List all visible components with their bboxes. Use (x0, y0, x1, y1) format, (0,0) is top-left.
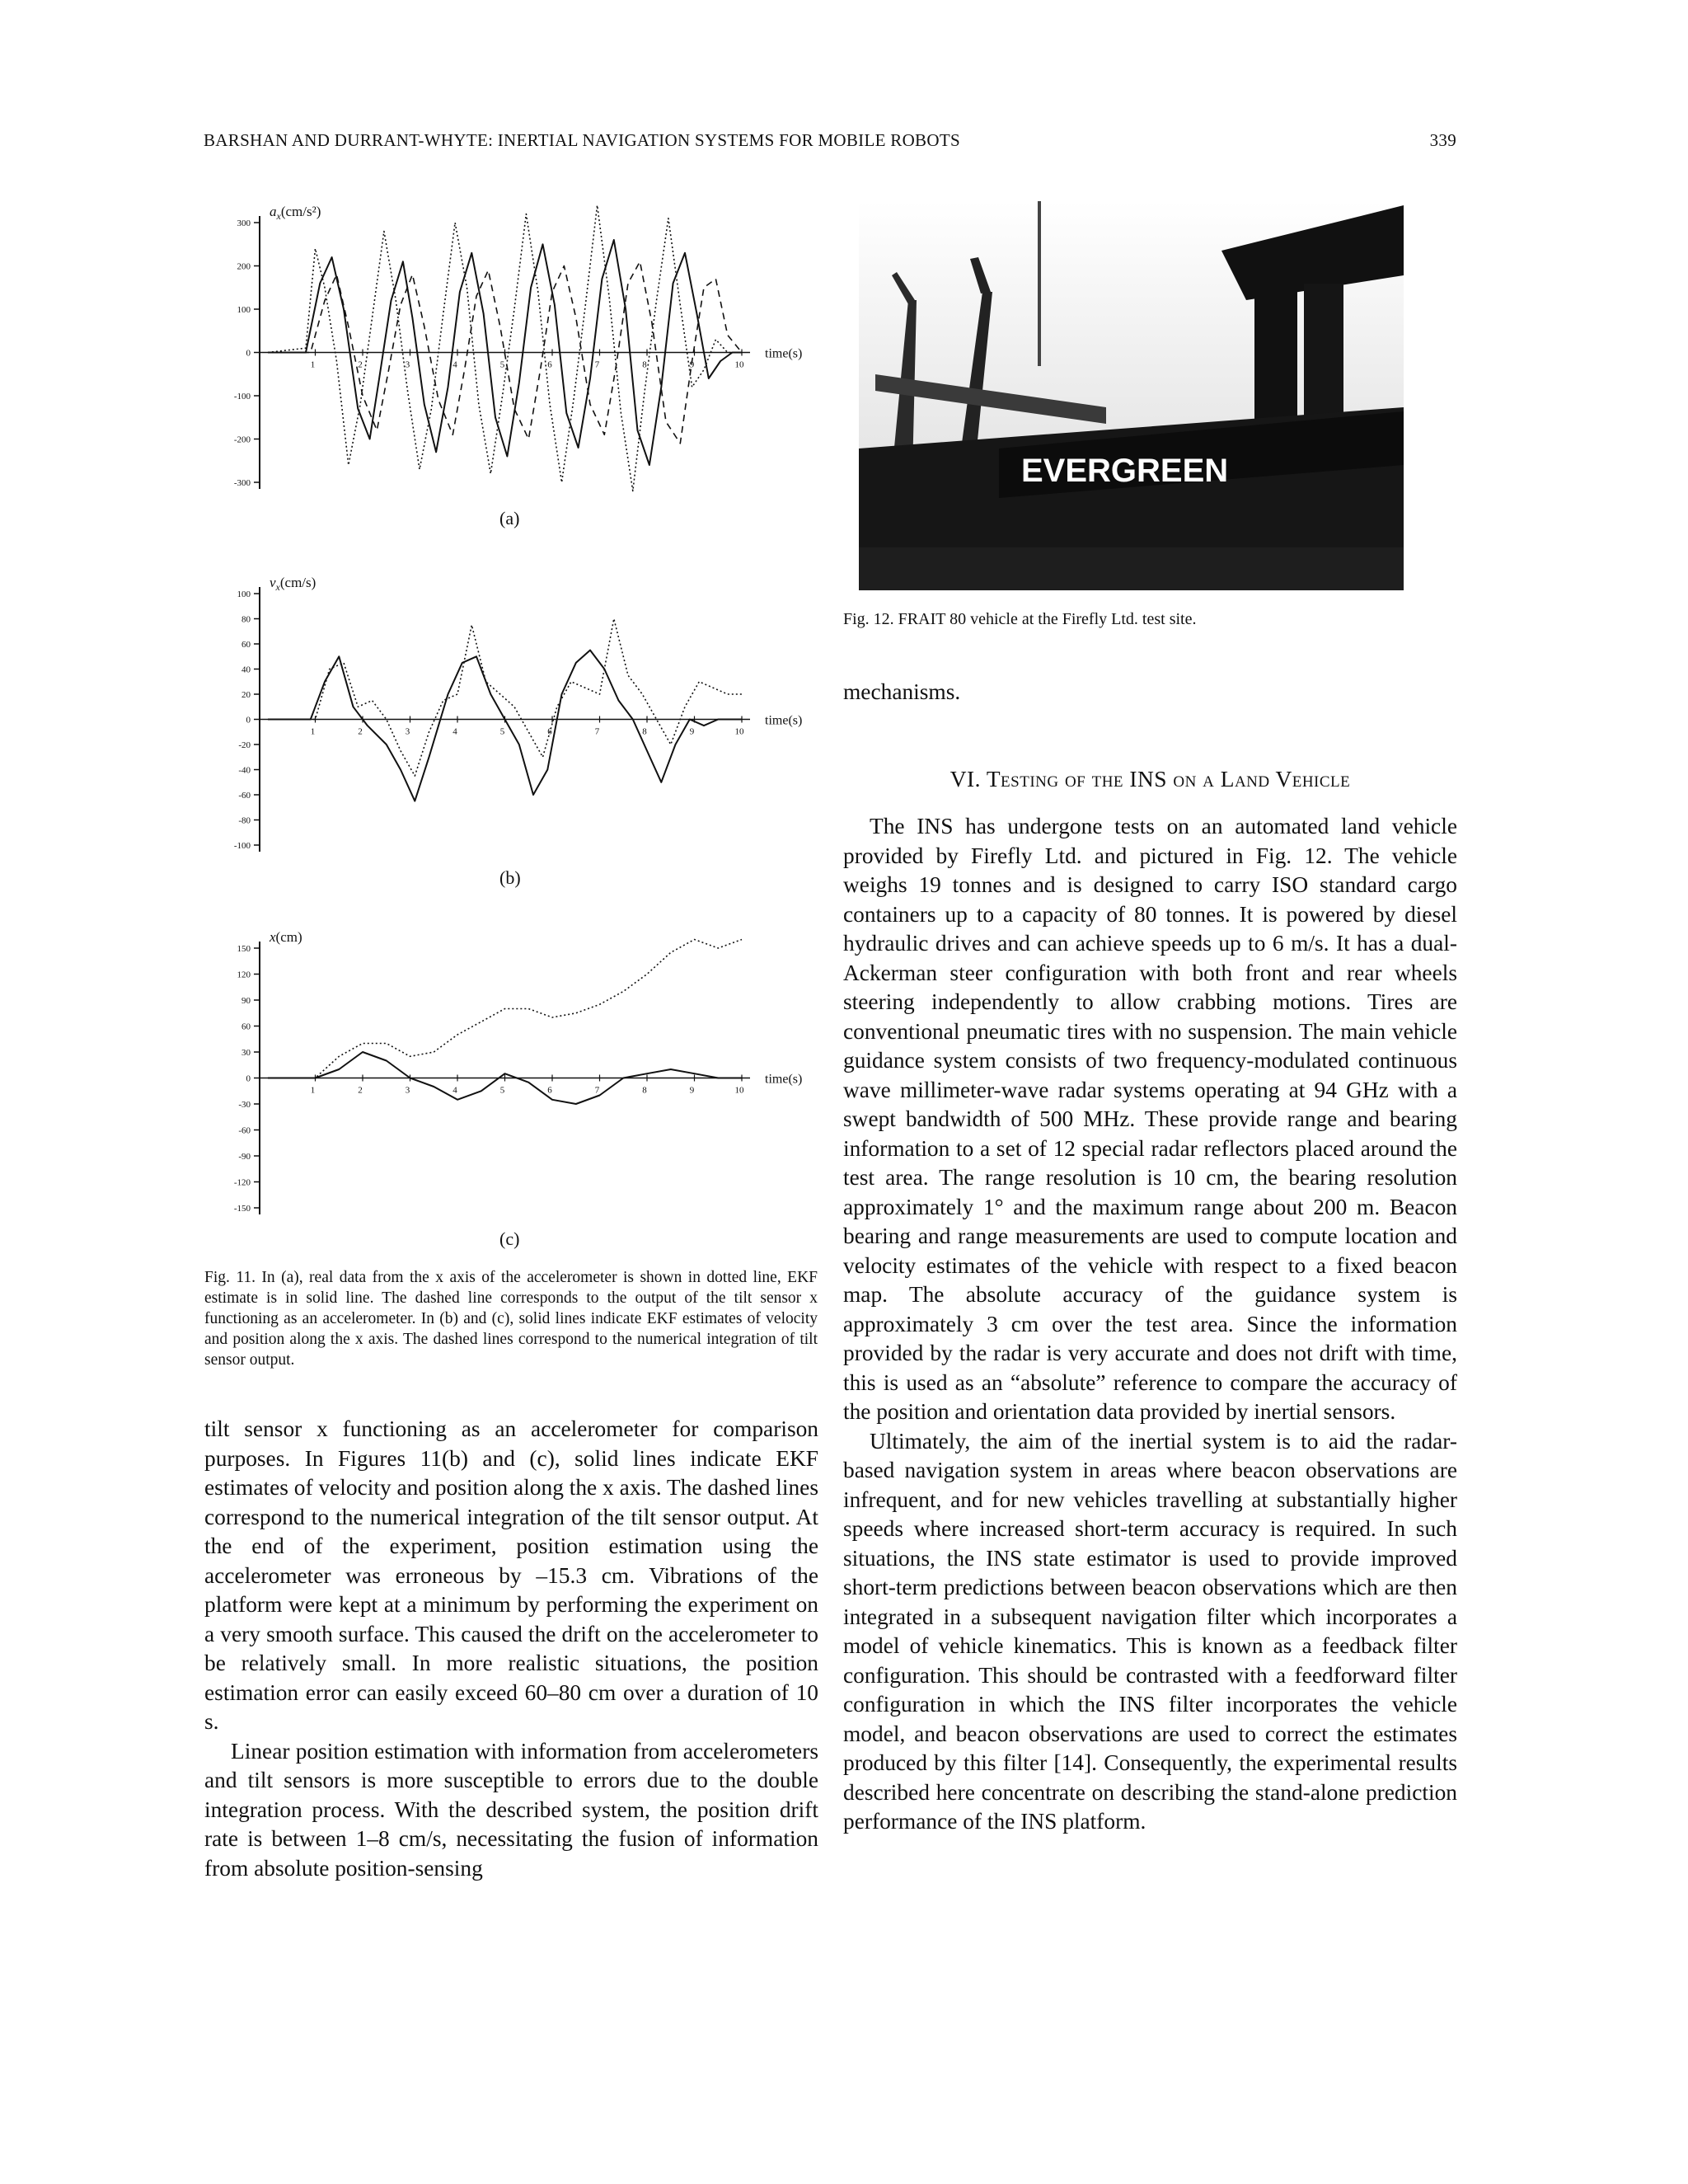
y-tick-label: 120 (237, 970, 251, 980)
x-tick-label: 1 (310, 359, 316, 370)
x-tick-label: 10 (734, 726, 744, 737)
y-tick-label: 100 (237, 589, 251, 599)
y-tick-label: -120 (233, 1177, 251, 1188)
x-tick-label: 8 (642, 359, 647, 370)
x-tick-label: 10 (734, 1085, 744, 1096)
y-tick-label: -150 (233, 1204, 251, 1214)
series-line-2 (268, 940, 742, 1078)
x-axis-label: time(s) (765, 1072, 803, 1087)
y-tick-label: 60 (241, 1022, 251, 1032)
x-tick-label: 6 (547, 1085, 552, 1096)
paragraph: mechanisms. (843, 679, 961, 704)
y-tick-label: 200 (237, 261, 251, 272)
y-tick-label: -100 (233, 841, 251, 851)
x-tick-label: 4 (452, 1085, 457, 1096)
x-tick-label: 9 (689, 359, 695, 370)
left-column-body (204, 1415, 818, 1883)
x-tick-label: 6 (547, 359, 552, 370)
figure-11b-chart (198, 561, 824, 857)
figure-11c-chart (198, 928, 824, 1233)
panel-label-b: (b) (499, 867, 521, 888)
paragraph: tilt sensor x functioning as an accelerometer for comparison purposes. In Figures 11(b) and (c), solid lines indicate EKF estimates of velocity and position along the x axis. The dashed lines correspond to the numerical integration of the tilt sensor output. At the end of the experiment, position estimation using the accelerometer was erroneous by –15.3 cm. Vibrations of the platform were kept at a minimum by performing the experiment on a very smooth surface. This caused the drift on the accelerometer to be relatively small. In more realistic situations, the position estimation error can easily exceed 60–80 cm over a duration of 10 s. (204, 1416, 818, 1734)
x-tick-label: 4 (452, 726, 457, 737)
right-column-body (843, 812, 1457, 1837)
running-head (204, 130, 1456, 151)
x-tick-label: 3 (405, 1085, 410, 1096)
y-tick-label: -90 (238, 1152, 251, 1162)
page-number: 339 (1429, 130, 1456, 150)
y-axis-label: $a_x(cm/s^2)$ (270, 204, 321, 222)
y-tick-label: -20 (238, 740, 251, 750)
figure-12-caption: Fig. 12. FRAIT 80 vehicle at the Firefly Ltd. test site. (843, 610, 1197, 628)
x-tick-label: 5 (499, 726, 505, 737)
x-tick-label: 5 (499, 1085, 505, 1096)
x-tick-label: 4 (452, 359, 457, 370)
y-tick-label: 30 (241, 1048, 251, 1058)
y-tick-label: -40 (238, 765, 251, 776)
x-tick-label: 2 (358, 1085, 363, 1096)
y-axis-label: $v_x(cm/s)$ (270, 575, 316, 593)
series-line-2 (268, 619, 742, 777)
y-tick-label: 20 (241, 690, 251, 700)
figure-11a-chart (198, 198, 824, 503)
y-tick-label: -60 (238, 1125, 251, 1136)
x-tick-label: 7 (594, 726, 600, 737)
x-axis-label: time(s) (765, 346, 803, 361)
y-tick-label: -60 (238, 791, 251, 801)
paragraph: Linear position estimation with information from accelerometers and tilt sensors is more susceptible to errors due to the double integration process. With the described system, the position drift rate is between 1–8 cm/s, necessitating the fusion of information from absolute position-sensing (204, 1738, 818, 1881)
x-tick-label: 1 (310, 726, 316, 737)
section-heading: VI. Testing of the INS on a Land Vehicle (950, 767, 1351, 791)
y-tick-label: -300 (233, 478, 251, 488)
x-tick-label: 3 (405, 726, 410, 737)
y-tick-label: 40 (241, 665, 251, 675)
x-tick-label: 2 (358, 726, 363, 737)
x-tick-label: 8 (642, 1085, 647, 1096)
paragraph: Ultimately, the aim of the inertial system is to aid the radar-based navigation system in areas where beacon observations are infrequent, and for new vehicles travelling at substantially higher speeds where increased short-term accuracy is required. In such situations, the INS state estimator is used to provide improved short-term predictions between beacon observations which are then integrated in a subsequent navigation filter which incorporates a model of vehicle kinematics. This is known as a feedback filter configuration. This should be contrasted with a feedforward filter configuration in which the INS filter incorporates the vehicle model, and beacon observations are used to correct the estimates produced by this filter [14]. Consequently, the experimental results described here concentrate on describing the stand-alone prediction performance of the INS platform. (843, 1428, 1457, 1834)
x-tick-label: 8 (642, 726, 647, 737)
panel-label-c: (c) (499, 1228, 520, 1249)
x-tick-label: 7 (594, 1085, 600, 1096)
y-tick-label: 60 (241, 640, 251, 650)
y-tick-label: 100 (237, 305, 251, 315)
right-column-continuation (843, 678, 1457, 707)
x-tick-label: 5 (499, 359, 505, 370)
x-tick-label: 1 (310, 1085, 316, 1096)
y-tick-label: 80 (241, 614, 251, 625)
y-tick-label: 0 (246, 1073, 251, 1084)
series-line-1 (268, 651, 742, 801)
y-tick-label: 0 (246, 715, 251, 726)
y-axis-label: x(cm) (270, 929, 302, 945)
panel-label-a: (a) (499, 508, 520, 528)
x-tick-label: 10 (734, 359, 744, 370)
y-tick-label: -30 (238, 1100, 251, 1110)
x-axis-label: time(s) (765, 713, 803, 728)
y-tick-label: -80 (238, 815, 251, 826)
y-tick-label: -100 (233, 392, 251, 402)
y-tick-label: 300 (237, 218, 251, 228)
figure-12-photo (859, 201, 1404, 590)
evergreen-sign-text: EVERGREEN (1021, 453, 1229, 489)
y-tick-label: 150 (237, 944, 251, 954)
x-tick-label: 6 (547, 726, 552, 737)
x-tick-label: 7 (594, 359, 600, 370)
figure-11-caption: Fig. 11. In (a), real data from the x axis of the accelerometer is shown in dotted line, EKF estimate is in solid line. The dashed line corresponds to the output of the tilt sensor x functioning as an accelerometer. In (b) and (c), solid lines indicate EKF estimates of velocity and position along the x axis. The dashed lines correspond to the numerical integration of tilt sensor output. (204, 1269, 818, 1369)
x-tick-label: 2 (358, 359, 363, 370)
evergreen-sign (1021, 453, 1228, 489)
y-tick-label: 90 (241, 996, 251, 1006)
x-tick-label: 9 (689, 726, 695, 737)
y-tick-label: -200 (233, 434, 251, 445)
running-title: BARSHAN AND DURRANT-WHYTE: INERTIAL NAVIGATION SYSTEMS FOR MOBILE ROBOTS (204, 130, 960, 150)
x-tick-label: 3 (405, 359, 410, 370)
y-tick-label: 0 (246, 348, 251, 359)
paragraph: The INS has undergone tests on an automated land vehicle provided by Firefly Ltd. and pictured in Fig. 12. The vehicle weighs 19 tonnes and is designed to carry ISO standard cargo containers up to a capacity of 80 tonnes. It is powered by diesel hydraulic drives and can achieve speeds up to 6 m/s. It has a dual-Ackerman steer configuration with both front and rear wheels steering independently to allow crabbing motions. Tires are conventional pneumatic tires with no suspension. The main vehicle guidance system consists of two frequency-modulated continuous wave millimeter-wave radar systems operating at 94 GHz with a swept bandwidth of 500 MHz. These provide range and bearing information to a set of 12 special radar reflectors placed around the test area. The range resolution is 10 cm, the bearing resolution approximately 1° and the maximum range about 200 m. Beacon bearing and range measurements are used to compute location and velocity estimates of the vehicle with respect to a fixed beacon map. The absolute accuracy of the guidance system is approximately 3 cm over the test area. Since the information provided by the radar is very accurate and does not drift with time, this is used as an “absolute” reference to compare the accuracy of the position and orientation data provided by inertial sensors. (843, 814, 1457, 1424)
x-tick-label: 9 (689, 1085, 695, 1096)
